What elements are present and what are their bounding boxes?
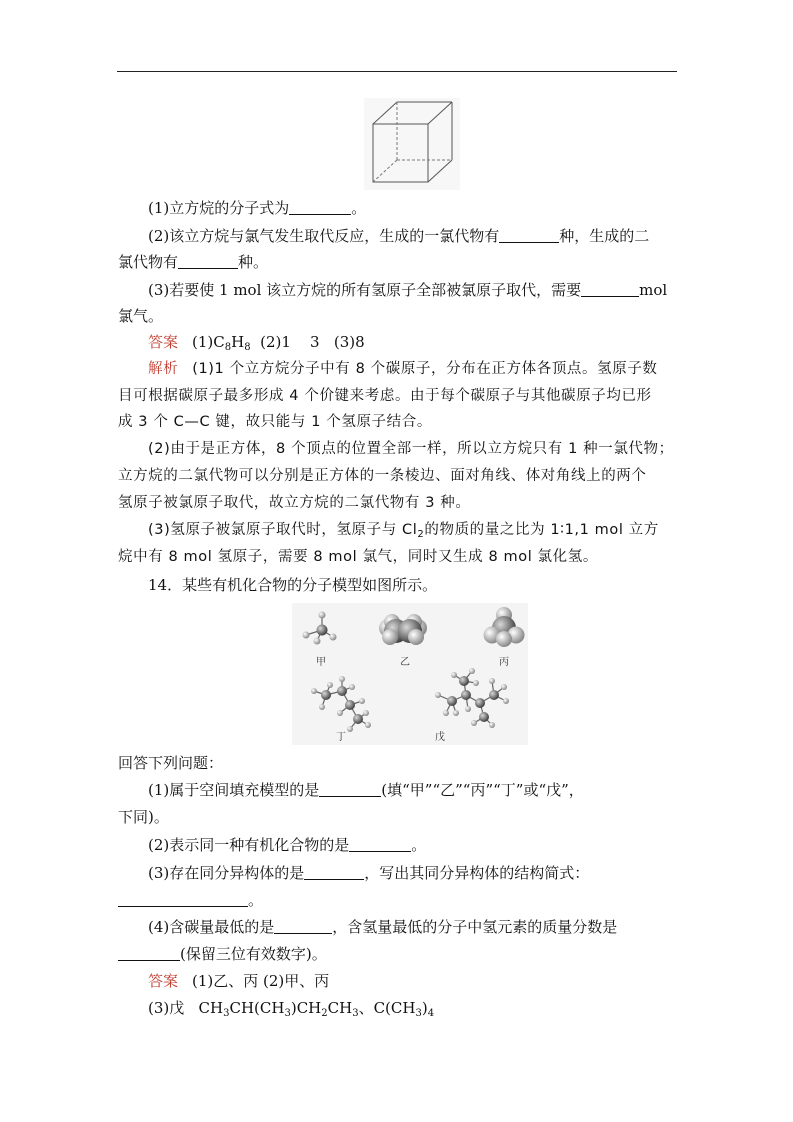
answer-blank[interactable]: [304, 865, 364, 880]
q14-answer: 答案 (1)乙、丙 (2)甲、丙: [148, 972, 330, 990]
figure-label: 甲: [316, 657, 326, 668]
q14-prompt: 回答下列问题：: [118, 754, 224, 772]
q13-analysis-line: (3)氢原子被氯原子取代时，氢原子与 $Cl_2$的物质的量之比为 1∶1,1 mol 立方: [148, 522, 659, 540]
q14-sub4-cont: (保留三位有效数字)。: [118, 945, 678, 963]
q13-sub3-cont: 氯气。: [118, 307, 164, 325]
header-rule: [117, 71, 677, 72]
q14-sub1: (1)属于空间填充模型的是 (填“甲”“乙”“丙”“丁”或“戊”，: [148, 781, 584, 799]
molecule-models-figure: [292, 603, 528, 745]
answer-blank[interactable]: [118, 892, 248, 907]
q14-sub4: (4)含碳量最低的是 ，含氢量最低的分子中氢元素的质量分数是: [148, 918, 618, 936]
answer-blank[interactable]: [274, 919, 332, 934]
figure-label: 丙: [499, 657, 509, 668]
q13-analysis-line: 目可根据碳原子最多形成 4 个价键来考虑。由于每个碳原子与其他碳原子均已形: [118, 388, 652, 404]
answer-blank[interactable]: [581, 282, 639, 297]
q14-stem: 14．某些有机化合物的分子模型如图所示。: [148, 576, 438, 594]
answer-blank[interactable]: [289, 200, 351, 215]
q14-answer-3: (3)戊 $CH_3CH(CH_3)CH_2CH_3$、$C(CH_3)_4$: [148, 999, 435, 1019]
cubane-cube-figure: [364, 98, 460, 190]
answer-blank[interactable]: [118, 946, 180, 961]
q13-analysis-line: (2)由于是正方体，8 个顶点的位置全部一样，所以立方烷只有 1 种一氯代物；: [148, 441, 674, 457]
q13-analysis-line: 成 3 个 C—C 键，故只能与 1 个氢原子结合。: [118, 414, 432, 430]
figure-label: 戊: [435, 732, 445, 743]
answer-blank[interactable]: [178, 254, 238, 269]
q13-sub3: (3)若要使 1 mol 该立方烷的所有氢原子全部被氯原子取代，需要 mol: [148, 281, 668, 299]
answer-blank[interactable]: [499, 228, 559, 243]
q13-analysis-line: 烷中有 8 mol 氢原子，需要 8 mol 氯气，同时又生成 8 mol 氯化氢。: [118, 549, 598, 565]
q14-sub3-cont: 。: [118, 891, 678, 909]
answer-blank[interactable]: [319, 782, 381, 797]
figure-label: 丁: [336, 732, 346, 743]
q14-sub1-cont: 下同)。: [118, 808, 169, 826]
q13-sub1: (1)立方烷的分子式为 。: [148, 199, 367, 217]
q13-answer: 答案 $(1)C_8H_8$ (2)1 3 (3)8: [148, 333, 365, 353]
q14-sub3: (3)存在同分异构体的是 ，写出其同分异构体的结构简式：: [148, 864, 590, 882]
q13-sub2-cont: 氯代物有 种。: [118, 253, 269, 271]
q13-analysis-line: 立方烷的二氯代物可以分别是正方体的一条棱边、面对角线、体对角线上的两个: [118, 468, 647, 484]
q13-analysis-line: 氢原子被氯原子取代，故立方烷的二氯代物有 3 种。: [118, 495, 471, 511]
q14-sub2: (2)表示同一种有机化合物的是 。: [148, 836, 427, 854]
q13-sub2: (2)该立方烷与氯气发生取代反应，生成的一氯代物有 种，生成的二: [148, 227, 650, 245]
figure-label: 乙: [400, 657, 410, 668]
answer-blank[interactable]: [349, 837, 411, 852]
q13-analysis-line: 解析 (1)1 个立方烷分子中有 8 个碳原子，分布在正方体各顶点。氢原子数: [148, 361, 658, 377]
